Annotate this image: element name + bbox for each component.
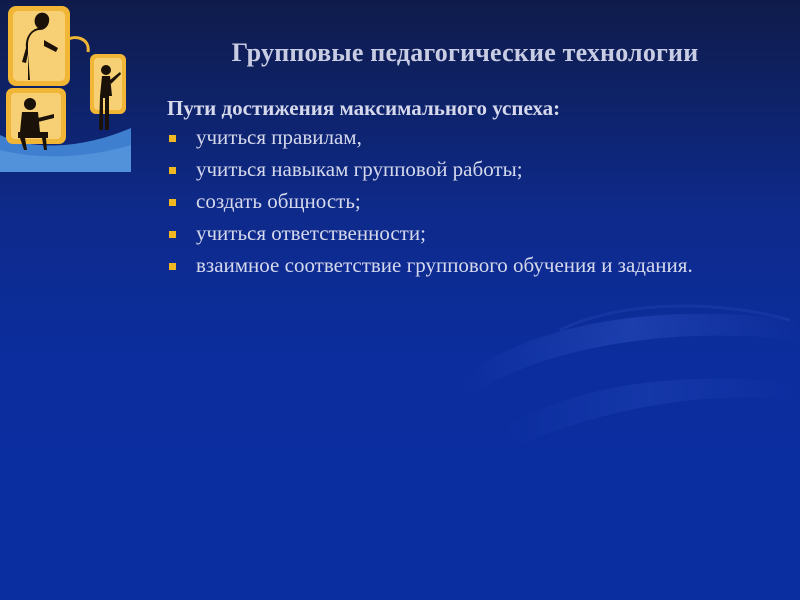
list-item [167,125,767,149]
square-bullet-icon [169,231,176,238]
square-bullet-icon [169,167,176,174]
subheading: Пути достижения максимального успеха: [167,96,561,120]
silhouettes-teaching-icon [0,0,131,172]
list-item [167,221,767,245]
square-bullet-icon [169,135,176,142]
bullet-list [167,125,767,277]
list-item [167,157,767,181]
slide-content [167,96,767,285]
list-item-text: взаимное соответствие группового обучения и задания. [196,253,693,277]
list-item [167,189,767,213]
list-item [167,253,767,277]
slide-title: Групповые педагогические технологии [231,38,699,67]
list-item-text: учиться ответственности; [196,221,426,245]
square-bullet-icon [169,263,176,270]
square-bullet-icon [169,199,176,206]
list-item-text: учиться навыкам групповой работы; [196,157,523,181]
list-item-text: создать общность; [196,189,361,213]
list-item-text: учиться правилам, [196,125,362,149]
